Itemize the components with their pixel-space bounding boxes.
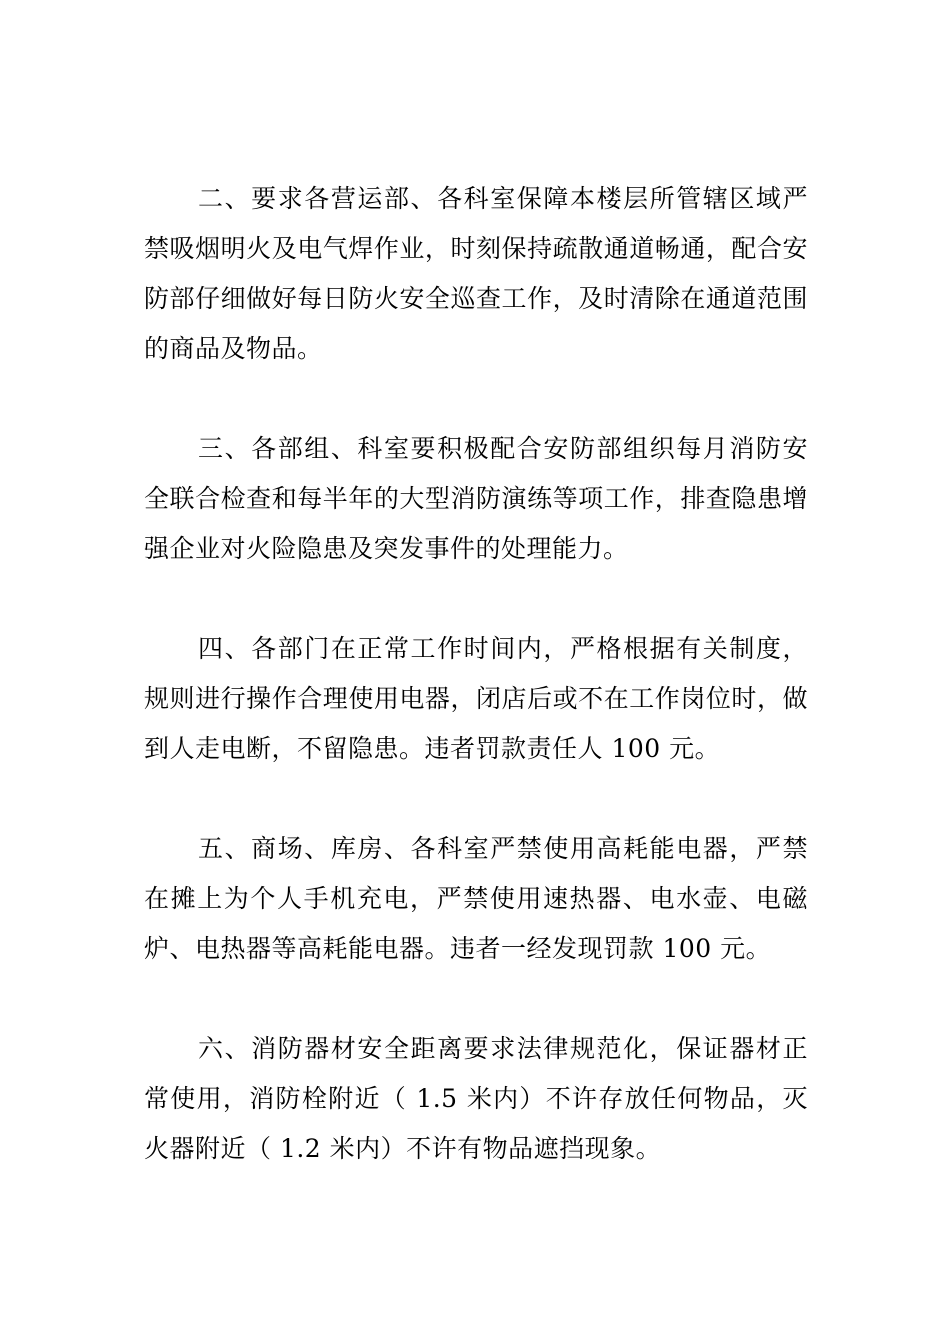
paragraph-5: 五、商场、库房、各科室严禁使用高耗能电器，严禁在摊上为个人手机充电，严禁使用速热器、电水壶、电磁炉、电热器等高耗能电器。违者一经发现罚款 100 元。 — [144, 834, 808, 963]
paragraph-6: 六、消防器材安全距离要求法律规范化，保证器材正常使用，消防栓附近（ 1.5 米内）不许存放任何物品，灭火器附近（ 1.2 米内）不许有物品遮挡现象。 — [144, 1034, 808, 1163]
paragraph-4: 四、各部门在正常工作时间内，严格根据有关制度，规则进行操作合理使用电器，闭店后或不在工作岗位时，做到人走电断，不留隐患。违者罚款责任人 100 元。 — [144, 634, 808, 763]
paragraph-2: 二、要求各营运部、各科室保障本楼层所管辖区域严禁吸烟明火及电气焊作业，时刻保持疏散通道畅通，配合安防部仔细做好每日防火安全巡查工作，及时清除在通道范围的商品及物品。 — [144, 184, 808, 363]
paragraph-3: 三、各部组、科室要积极配合安防部组织每月消防安全联合检查和每半年的大型消防演练等项工作，排查隐患增强企业对火险隐患及突发事件的处理能力。 — [144, 434, 808, 563]
